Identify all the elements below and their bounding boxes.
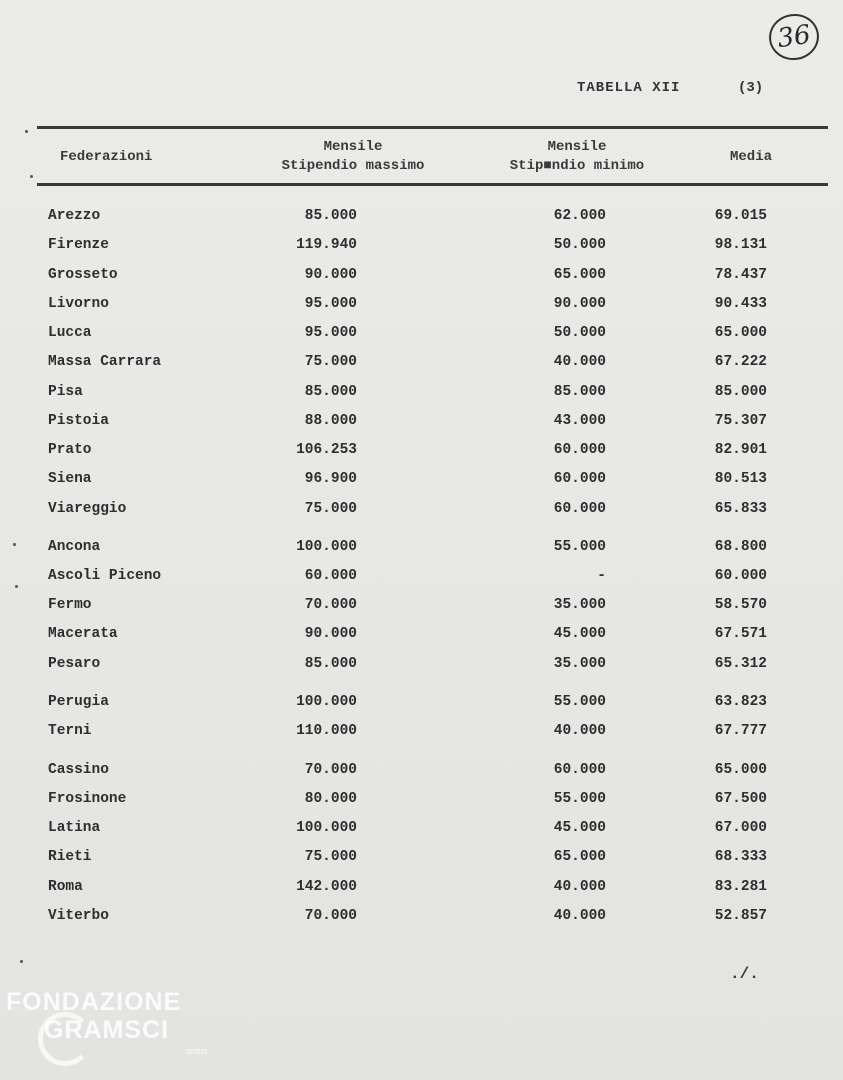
stipendio-massimo-cell: 75.000 — [304, 501, 357, 517]
federazione-cell: Firenze — [48, 237, 109, 253]
stipendio-minimo-cell: 65.000 — [553, 849, 606, 865]
continue-mark: ./. — [730, 965, 759, 983]
media-cell: 68.333 — [714, 849, 767, 865]
stipendio-minimo-cell: 43.000 — [553, 413, 606, 429]
stipendio-massimo-cell: 96.900 — [304, 471, 357, 487]
stipendio-minimo-cell: 55.000 — [553, 539, 606, 555]
stipendio-minimo-cell: 50.000 — [553, 325, 606, 341]
federazione-cell: Pisa — [48, 384, 83, 400]
stipendio-massimo-cell: 70.000 — [304, 762, 357, 778]
scan-speck — [13, 543, 16, 546]
table-row — [0, 876, 843, 898]
federazione-cell: Frosinone — [48, 791, 127, 807]
media-cell: 83.281 — [714, 879, 767, 895]
media-cell: 65.000 — [714, 762, 767, 778]
federazione-cell: Massa Carrara — [48, 354, 162, 370]
header-min-line2: Stip■ndio minimo — [509, 158, 645, 174]
stipendio-massimo-cell: 95.000 — [304, 325, 357, 341]
stipendio-massimo-cell: 80.000 — [304, 791, 357, 807]
federazione-cell: Pistoia — [48, 413, 109, 429]
stipendio-minimo-cell: 85.000 — [553, 384, 606, 400]
header-min-line1: Mensile — [547, 139, 607, 155]
fondazione-gramsci-watermark — [6, 988, 216, 1068]
stipendio-minimo-cell: 40.000 — [553, 879, 606, 895]
stipendio-minimo-cell: 90.000 — [553, 296, 606, 312]
federazione-cell: Viterbo — [48, 908, 109, 924]
federazione-cell: Perugia — [48, 694, 109, 710]
media-cell: 90.433 — [714, 296, 767, 312]
table-row — [0, 234, 843, 256]
federazione-cell: Ancona — [48, 539, 101, 555]
watermark-onlus: onlus — [186, 1046, 208, 1056]
table-row — [0, 410, 843, 432]
stipendio-massimo-cell: 85.000 — [304, 656, 357, 672]
media-cell: 52.857 — [714, 908, 767, 924]
stipendio-massimo-cell: 106.253 — [296, 442, 357, 458]
watermark-line1: FONDAZIONE — [6, 988, 182, 1016]
table-row — [0, 594, 843, 616]
table-row — [0, 264, 843, 286]
header-media: Media — [729, 149, 772, 165]
stipendio-massimo-cell: 88.000 — [304, 413, 357, 429]
stipendio-minimo-cell: 50.000 — [553, 237, 606, 253]
stipendio-massimo-cell: 100.000 — [296, 539, 357, 555]
table-row — [0, 691, 843, 713]
federazione-cell: Livorno — [48, 296, 109, 312]
table-row — [0, 905, 843, 927]
federazione-cell: Terni — [48, 723, 92, 739]
header-rule-top — [37, 126, 828, 129]
stipendio-minimo-cell: 40.000 — [553, 723, 606, 739]
stipendio-minimo-cell: 35.000 — [553, 656, 606, 672]
table-row — [0, 293, 843, 315]
table-row — [0, 623, 843, 645]
stipendio-minimo-cell: 45.000 — [553, 820, 606, 836]
stipendio-minimo-cell: 62.000 — [553, 208, 606, 224]
stipendio-massimo-cell: 85.000 — [304, 208, 357, 224]
federazione-cell: Ascoli Piceno — [48, 568, 162, 584]
federazione-cell: Latina — [48, 820, 101, 836]
media-cell: 85.000 — [714, 384, 767, 400]
stipendio-massimo-cell: 70.000 — [304, 908, 357, 924]
media-cell: 98.131 — [714, 237, 767, 253]
table-row — [0, 565, 843, 587]
stipendio-massimo-cell: 119.940 — [296, 237, 357, 253]
table-row — [0, 536, 843, 558]
stipendio-minimo-cell: 40.000 — [553, 908, 606, 924]
header-rule-bottom — [37, 183, 828, 186]
media-cell: 67.571 — [714, 626, 767, 642]
table-row — [0, 817, 843, 839]
media-cell: 58.570 — [714, 597, 767, 613]
media-cell: 82.901 — [714, 442, 767, 458]
media-cell: 68.800 — [714, 539, 767, 555]
stipendio-massimo-cell: 75.000 — [304, 849, 357, 865]
federazione-cell: Viareggio — [48, 501, 127, 517]
stipendio-minimo-cell: 45.000 — [553, 626, 606, 642]
stipendio-minimo-cell: 35.000 — [553, 597, 606, 613]
media-cell: 67.777 — [714, 723, 767, 739]
scan-speck — [30, 175, 33, 178]
media-cell: 65.000 — [714, 325, 767, 341]
scan-speck — [25, 130, 28, 133]
federazione-cell: Roma — [48, 879, 83, 895]
media-cell: 80.513 — [714, 471, 767, 487]
table-row — [0, 846, 843, 868]
header-federazioni: Federazioni — [60, 149, 153, 165]
media-cell: 69.015 — [714, 208, 767, 224]
federazione-cell: Prato — [48, 442, 92, 458]
table-row — [0, 759, 843, 781]
table-row — [0, 205, 843, 227]
federazione-cell: Grosseto — [48, 267, 118, 283]
header-max-line2: Stipendio massimo — [281, 158, 425, 174]
federazione-cell: Fermo — [48, 597, 92, 613]
stipendio-minimo-cell: 55.000 — [553, 791, 606, 807]
stipendio-massimo-cell: 60.000 — [304, 568, 357, 584]
header-stipendio-massimo — [268, 138, 438, 176]
table-row — [0, 351, 843, 373]
table-row — [0, 381, 843, 403]
scan-speck — [15, 585, 18, 588]
watermark-line2: GRAMSCI — [44, 1016, 170, 1044]
stipendio-minimo-cell: 55.000 — [553, 694, 606, 710]
table-row — [0, 788, 843, 810]
federazione-cell: Cassino — [48, 762, 109, 778]
table-row — [0, 498, 843, 520]
page-number: 36 — [766, 11, 822, 64]
stipendio-massimo-cell: 100.000 — [296, 820, 357, 836]
table-row — [0, 322, 843, 344]
stipendio-minimo-cell: 60.000 — [553, 501, 606, 517]
federazione-cell: Lucca — [48, 325, 92, 341]
table-title: TABELLA XII — [577, 80, 681, 96]
media-cell: 65.312 — [714, 656, 767, 672]
media-cell: 75.307 — [714, 413, 767, 429]
stipendio-massimo-cell: 100.000 — [296, 694, 357, 710]
stipendio-massimo-cell: 85.000 — [304, 384, 357, 400]
federazione-cell: Arezzo — [48, 208, 101, 224]
stipendio-massimo-cell: 90.000 — [304, 626, 357, 642]
federazione-cell: Siena — [48, 471, 92, 487]
media-cell: 67.500 — [714, 791, 767, 807]
table-row — [0, 653, 843, 675]
header-max-line1: Mensile — [323, 139, 383, 155]
table-part: (3) — [738, 80, 764, 96]
table-row — [0, 439, 843, 461]
stipendio-massimo-cell: 110.000 — [296, 723, 357, 739]
table-row — [0, 468, 843, 490]
media-cell: 65.833 — [714, 501, 767, 517]
media-cell: 67.222 — [714, 354, 767, 370]
stipendio-massimo-cell: 70.000 — [304, 597, 357, 613]
federazione-cell: Pesaro — [48, 656, 101, 672]
stipendio-minimo-cell: 60.000 — [553, 471, 606, 487]
stipendio-minimo-cell: 65.000 — [553, 267, 606, 283]
stipendio-minimo-cell: 40.000 — [553, 354, 606, 370]
stipendio-massimo-cell: 95.000 — [304, 296, 357, 312]
media-cell: 60.000 — [714, 568, 767, 584]
federazione-cell: Macerata — [48, 626, 118, 642]
stipendio-minimo-cell: 60.000 — [553, 762, 606, 778]
media-cell: 63.823 — [714, 694, 767, 710]
table-row — [0, 720, 843, 742]
federazione-cell: Rieti — [48, 849, 92, 865]
media-cell: 67.000 — [714, 820, 767, 836]
stipendio-massimo-cell: 75.000 — [304, 354, 357, 370]
stipendio-massimo-cell: 142.000 — [296, 879, 357, 895]
stipendio-minimo-cell: 60.000 — [553, 442, 606, 458]
header-stipendio-minimo — [497, 138, 657, 176]
stipendio-minimo-cell: - — [597, 568, 606, 584]
media-cell: 78.437 — [714, 267, 767, 283]
stipendio-massimo-cell: 90.000 — [304, 267, 357, 283]
scan-speck — [20, 960, 23, 963]
